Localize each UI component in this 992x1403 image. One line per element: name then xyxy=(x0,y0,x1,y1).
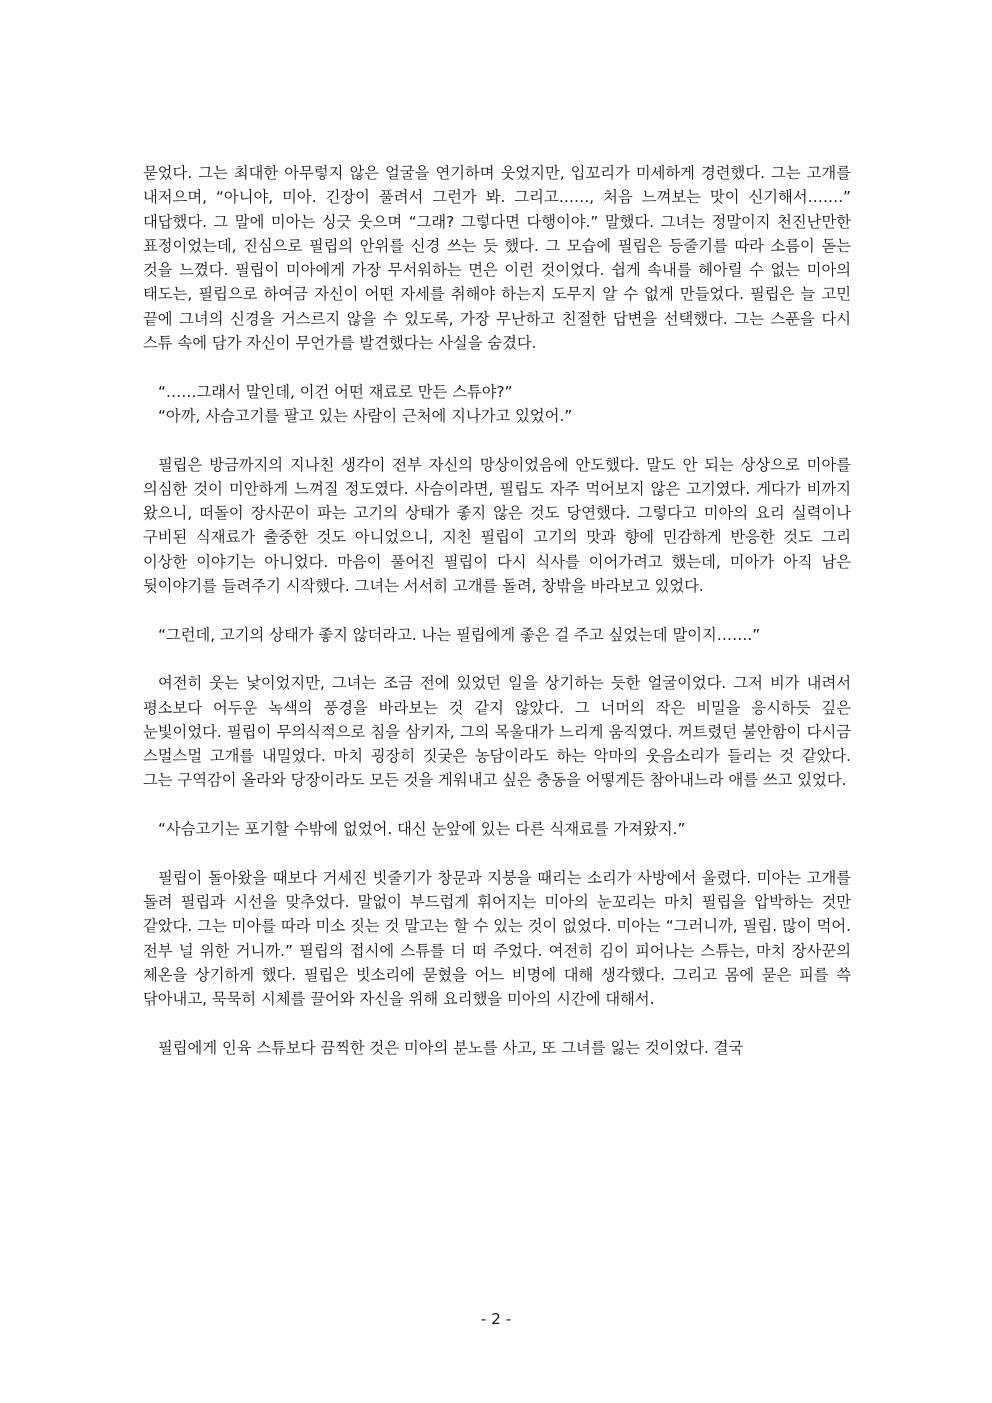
paragraph-4: 필립이 돌아왔을 때보다 거세진 빗줄기가 창문과 지붕을 때리는 소리가 사방에서 울렸다. 미아는 고개를 돌려 필립과 시선을 맞추었다. 말없이 부드럽게 휘어지는 미아의 눈꼬리는 마치 필립을 압박하는 것만 같았다. 그는 미아를 따라 미소 짓는 것 말고는 할 수 있는 것이 없었다. 미아는 “그러니까, 필립. 많이 먹어. 전부 널 위한 거니까.” 필립의 접시에 스튜를 더 떠 주었다. 여전히 김이 피어나는 스튜는, 마치 장사꾼의 체온을 상기하게 했다. 필립은 빗소리에 묻혔을 어느 비명에 대해 생각했다. 그리고 몸에 묻은 피를 쓱 닦아내고, 묵묵히 시체를 끌어와 자신을 위해 요리했을 미아의 시간에 대해서. xyxy=(143,868,851,1009)
paragraph-2: 필립은 방금까지의 지나친 생각이 전부 자신의 망상이었음에 안도했다. 말도 안 되는 상상으로 미아를 의심한 것이 미안하게 느껴질 정도였다. 사슴이라면, 필립도 자주 먹어보지 않은 고기였다. 게다가 비까지 왔으니, 떠돌이 장사꾼이 파는 고기의 상태가 좋지 않은 것도 당연했다. 그렇다고 미아의 요리 실력이나 구비된 식재료가 출중한 것도 아니었으니, 지친 필립이 고기의 맛과 향에 민감하게 반응한 것도 그리 이상한 이야기는 아니었다. 마음이 풀어진 필립이 다시 식사를 이어가려고 했는데, 미아가 아직 남은 뒷이야기를 들려주기 시작했다. 그녀는 서서히 고개를 돌려, 창밖을 바라보고 있었다. xyxy=(143,455,851,596)
dialogue-line-1: “……그래서 말인데, 이건 어떤 재료로 만든 스튜야?” xyxy=(158,382,513,401)
paragraph-1: 묻었다. 그는 최대한 아무렇지 않은 얼굴을 연기하며 웃었지만, 입꼬리가 미세하게 경련했다. 그는 고개를 내저으며, “아니야, 미아. 긴장이 풀려서 그런가 봐. 그리고……, 처음 느껴보는 맛이 신기해서…….” 대답했다. 그 말에 미아는 싱긋 웃으며 “그래? 그렇다면 다행이야.” 말했다. 그녀는 정말이지 천진난만한 표정이었는데, 진심으로 필립의 안위를 신경 쓰는 듯 했다. 그 모습에 필립은 등줄기를 따라 소름이 돋는 것을 느꼈다. 필립이 미아에게 가장 무서워하는 면은 이런 것이었다. 쉽게 속내를 헤아릴 수 없는 미아의 태도는, 필립으로 하여금 자신이 어떤 자세를 취해야 하는지 도무지 알 수 없게 만들었다. 필립은 늘 고민 끝에 그녀의 신경을 거스르지 않을 수 있도록, 가장 무난하고 친절한 답변을 선택했다. 그는 스푼을 다시 스튜 속에 담가 자신이 무언가를 발견했다는 사실을 숨겼다. xyxy=(143,164,851,353)
body-text xyxy=(143,161,851,1060)
dialogue-line-2: “아까, 사슴고기를 팔고 있는 사람이 근처에 지나가고 있었어.” xyxy=(158,406,573,425)
dialogue-line-4: “사슴고기는 포기할 수밖에 없었어. 대신 눈앞에 있는 다른 식재료를 가져왔지.” xyxy=(158,820,686,839)
dialogue-line-3: “그런데, 고기의 상태가 좋지 않더라고. 나는 필립에게 좋은 걸 주고 싶었는데 말이지…….” xyxy=(158,625,761,644)
paragraph-3: 여전히 웃는 낯이었지만, 그녀는 조금 전에 있었던 일을 상기하는 듯한 얼굴이었다. 그저 비가 내려서 평소보다 어두운 녹색의 풍경을 바라보는 것 같지 않았다. 그 너머의 작은 비밀을 응시하듯 깊은 눈빛이었다. 필립이 무의식적으로 침을 삼키자, 그의 목울대가 느리게 움직였다. 꺼트렸던 불안함이 다시금 스멀스멀 고개를 내밀었다. 마치 굉장히 짓궂은 농담이라도 하는 악마의 웃음소리가 들리는 것 같았다. 그는 구역감이 올라와 당장이라도 모든 것을 게워내고 싶은 충동을 어떻게든 참아내느라 애를 쓰고 있었다. xyxy=(143,674,851,790)
page-number: - 2 - xyxy=(480,1310,512,1328)
paragraph-5: 필립에게 인육 스튜보다 끔찍한 것은 미아의 분노를 사고, 또 그녀를 잃는 것이었다. 결국 xyxy=(158,1038,744,1057)
